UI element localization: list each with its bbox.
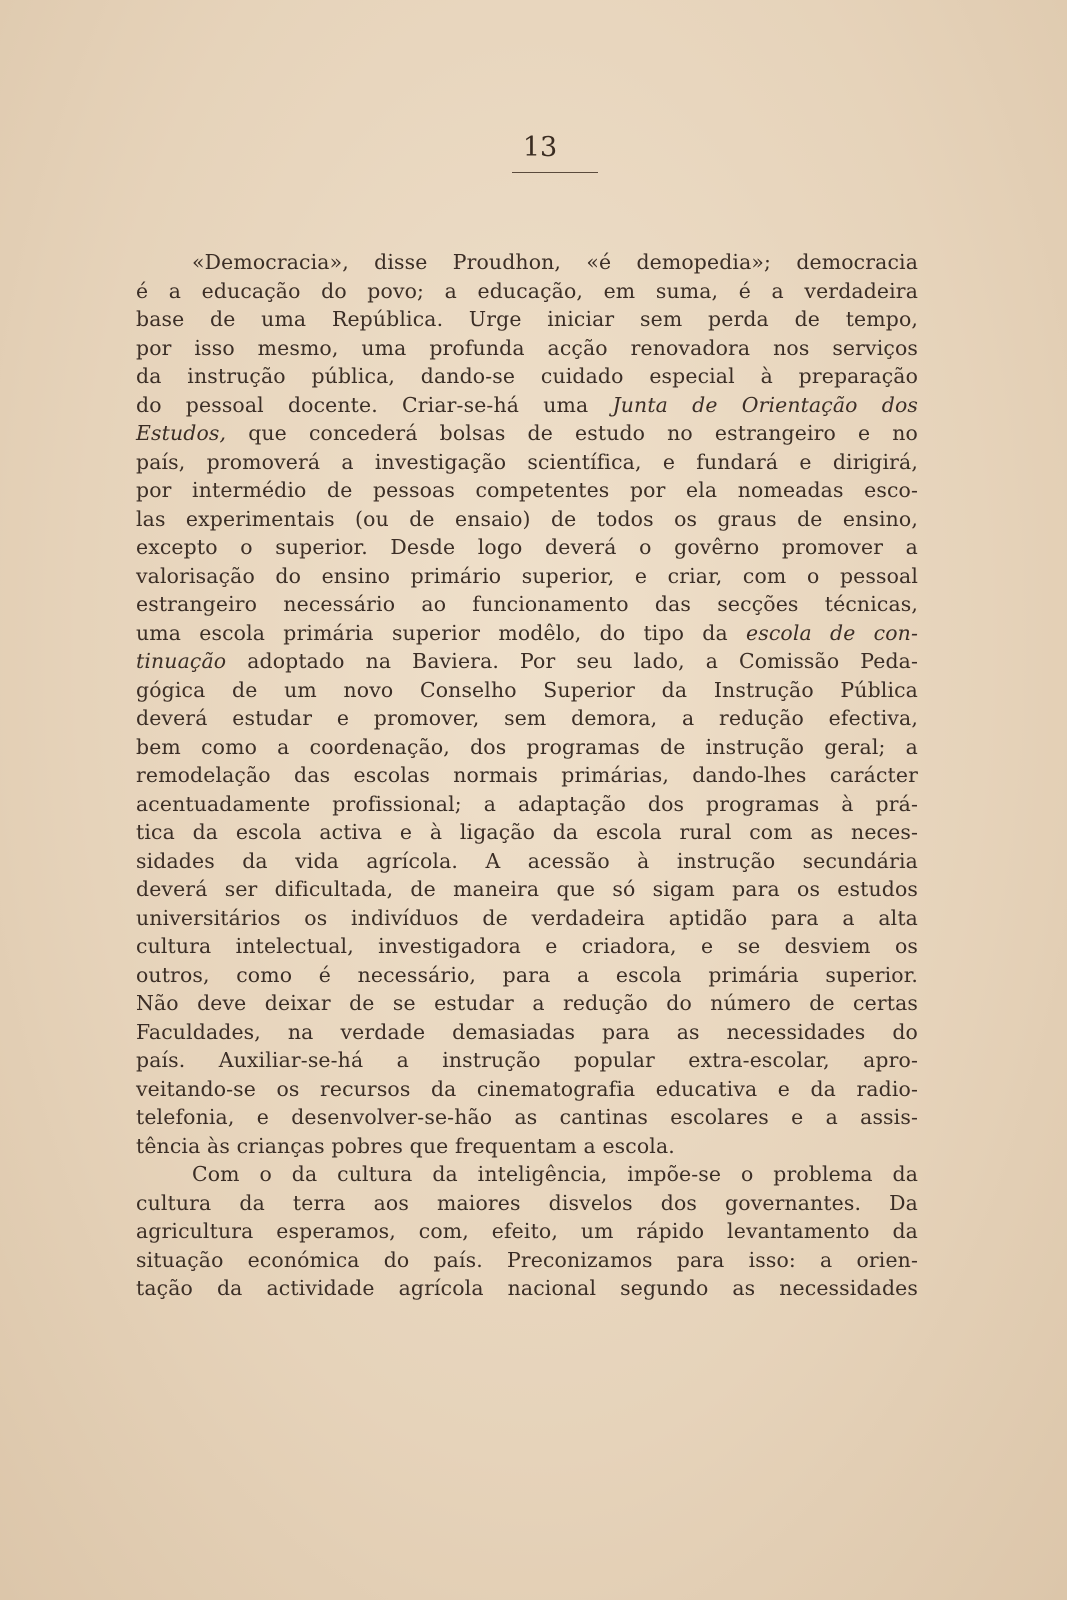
text-line: cultura da terra aos maiores disvelos dos governantes. Da [136, 1190, 918, 1215]
text-line: acentuadamente profissional; a adaptação dos programas à prá- [136, 791, 918, 816]
text-line: sidades da vida agrícola. A acessão à instrução secundária [136, 848, 918, 873]
text-segment: uma escola primária superior modêlo, do tipo da [136, 620, 747, 645]
text-line: da instrução pública, dando-se cuidado especial à preparação [136, 364, 918, 388]
text-segment: adoptado na Baviera. Por seu lado, a Comissão Peda- [226, 649, 918, 673]
text-line: valorisação do ensino primário superior, e criar, com o pessoal [136, 563, 918, 588]
text-line: deverá estudar e promover, sem demora, a redução efectiva, [136, 706, 918, 730]
page-number: 13 [522, 132, 558, 163]
text-line: remodelação das escolas normais primárias, dando-lhes carácter [136, 763, 918, 787]
text-line: tação da actividade agrícola nacional segundo as necessidades [136, 1276, 918, 1300]
text-line: país. Auxiliar-se-há a instrução popular extra-escolar, apro- [136, 1048, 918, 1072]
page-number-rule [512, 172, 598, 173]
text-line: deverá ser dificultada, de maneira que só sigam para os estudos [136, 877, 918, 901]
italic-term: escola de con- [746, 620, 918, 645]
text-line: agricultura esperamos, com, efeito, um rápido levantamento da [136, 1219, 918, 1243]
text-line: é a educação do povo; a educação, em suma, é a verdadeira [136, 278, 918, 303]
text-line: «Democracia», disse Proudhon, «é demopedia»; democracia [192, 250, 918, 274]
text-line: tica da escola activa e à ligação da escola rural com as neces- [136, 820, 918, 844]
body-text [136, 248, 918, 1303]
text-line: excepto o superior. Desde logo deverá o govêrno promover a [136, 535, 918, 559]
text-line: situação económica do país. Preconizamos para isso: a orien- [136, 1247, 918, 1272]
text-line: cultura intelectual, investigadora e criadora, e se desviem os [136, 934, 918, 958]
text-line: gógica de um novo Conselho Superior da Instrução Pública [136, 677, 918, 702]
text-line: Com o da cultura da inteligência, impõe-se o problema da [192, 1162, 918, 1186]
text-line: las experimentais (ou de ensaio) de todos os graus de ensino, [136, 506, 918, 531]
text-line [136, 419, 918, 448]
text-line [136, 619, 918, 648]
text-line: bem como a coordenação, dos programas de instrução geral; a [136, 734, 918, 759]
text-line: país, promoverá a investigação scientífica, e fundará e dirigirá, [136, 449, 918, 474]
italic-title: Junta de Orientação dos [612, 392, 918, 417]
text-line: estrangeiro necessário ao funcionamento das secções técnicas, [136, 592, 918, 616]
text-line [136, 391, 918, 420]
text-line: base de uma República. Urge iniciar sem perda de tempo, [136, 307, 918, 331]
text-line: veitando-se os recursos da cinematografia educativa e da radio- [136, 1076, 918, 1101]
italic-title: Estudos, [136, 421, 227, 445]
text-line: Não deve deixar de se estudar a redução do número de certas [136, 991, 918, 1015]
text-line: por isso mesmo, uma profunda acção renovadora nos serviços [136, 335, 918, 360]
text-line: Faculdades, na verdade demasiadas para as necessidades do [136, 1019, 918, 1044]
text-line: telefonia, e desenvolver-se-hão as cantinas escolares e a assis- [136, 1105, 918, 1129]
text-line: por intermédio de pessoas competentes por ela nomeadas esco- [136, 478, 918, 502]
text-line [136, 647, 918, 676]
text-line: tência às crianças pobres que frequentam a escola. [136, 1133, 675, 1158]
text-segment: do pessoal docente. Criar-se-há uma [136, 392, 613, 417]
italic-term: tinuação [136, 649, 227, 673]
text-line: universitários os indivíduos de verdadeira aptidão para a alta [136, 905, 918, 930]
text-segment: que concederá bolsas de estudo no estrangeiro e no [226, 421, 918, 445]
text-line: outros, como é necessário, para a escola primária superior. [136, 962, 918, 987]
